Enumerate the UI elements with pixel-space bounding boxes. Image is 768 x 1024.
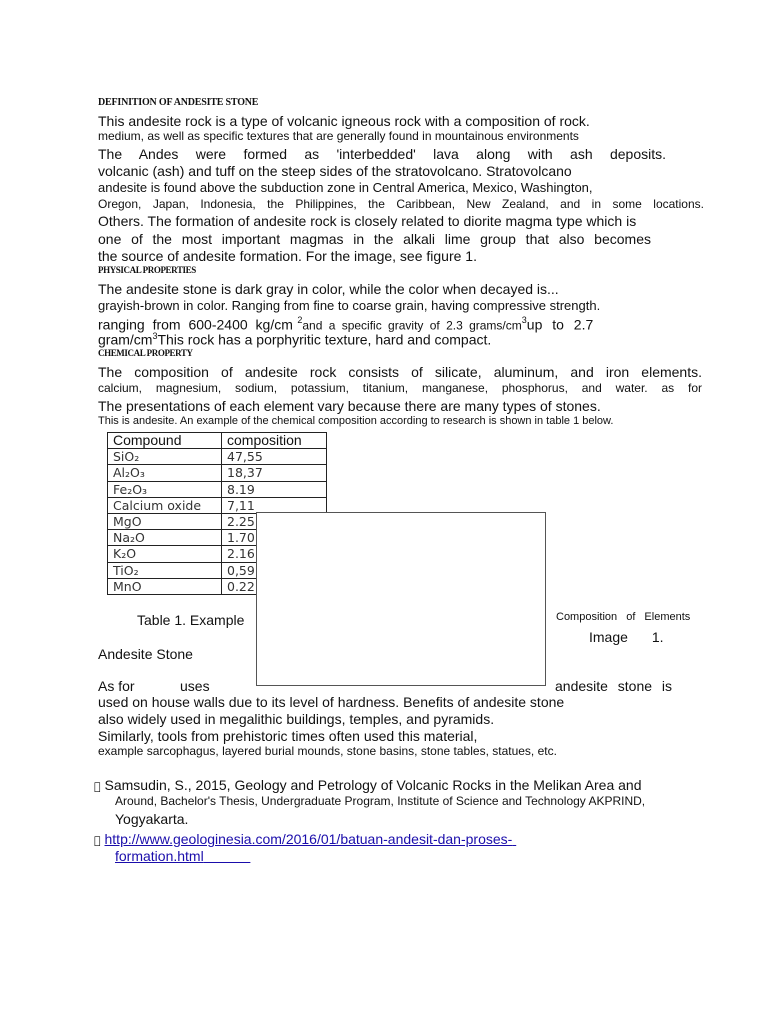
chemical-line: The composition of andesite rock consists of silicate, aluminum, and iron elements. [98, 364, 702, 380]
table-cell: SiO₂ [108, 449, 222, 465]
table-cell: 2.25 [222, 513, 327, 529]
table-row [108, 465, 327, 481]
reference-link-continuation[interactable]: formation.html [115, 848, 204, 864]
definition-line: medium, as well as specific textures that are generally found in mountainous environments [98, 129, 579, 143]
uses-line: As for [98, 678, 135, 694]
figure-1-image [256, 512, 546, 686]
table-cell: Al₂O₃ [108, 465, 222, 481]
table-cell: 0.22 [222, 578, 327, 594]
physical-heading: PHYSICAL PROPERTIES [98, 265, 196, 275]
definition-line: the source of andesite formation. For the image, see figure 1. [98, 248, 477, 264]
table-cell: Fe₂O₃ [108, 481, 222, 497]
chemical-line: This is andesite. An example of the chemical composition according to research is shown in table 1 below. [98, 415, 614, 427]
uses-line: andesite stone is [555, 678, 672, 694]
uses-line: also widely used in megalithic buildings, temples, and pyramids. [98, 711, 495, 727]
table-row [108, 481, 327, 497]
definition-heading: DEFINITION OF ANDESITE STONE [98, 97, 259, 108]
table-cell: 47,55 [222, 449, 327, 465]
reference-1: Samsudin, S., 2015, Geology and Petrology of Volcanic Rocks in the Melikan Area and [94, 777, 631, 793]
definition-line: andesite is found above the subduction zone in Central America, Mexico, Washington, [98, 180, 593, 195]
table-cell: 18,37 [222, 465, 327, 481]
chemical-line: The presentations of each element vary because there are many types of stones. [98, 398, 601, 414]
table-header-cell: Compound [108, 433, 222, 449]
table-caption: Table 1. Example [137, 612, 245, 628]
chemical-heading: CHEMICAL PROPERTY [98, 348, 193, 358]
reference-link[interactable]: http://www.geologinesia.com/2016/01/batuan-andesit-dan-proses- [94, 831, 502, 847]
table-row [108, 497, 327, 513]
bullet-icon [94, 780, 101, 793]
bullet-icon [94, 834, 101, 847]
table-header-cell: composition [222, 433, 327, 449]
andesite-stone-caption: Andesite Stone [98, 646, 193, 662]
table-cell: 8.19 [222, 481, 327, 497]
table-cell: TiO₂ [108, 562, 222, 578]
physical-line: ranging from 600-2400 kg/cm $^2$and a specific gravity of 2.3 grams/$cm^3up$ to 2.7 [98, 315, 594, 333]
uses-line: used on house walls due to its level of hardness. Benefits of andesite stone [98, 694, 565, 710]
definition-line: volcanic (ash) and tuff on the steep sides of the stratovolcano. Stratovolcano [98, 163, 572, 179]
figure-caption: Composition of Elements [556, 611, 691, 623]
physical-line: The andesite stone is dark gray in color, while the color when decayed is... [98, 281, 559, 297]
table-cell: Na₂O [108, 530, 222, 546]
reference-2-line [115, 848, 250, 864]
table-cell: MgO [108, 513, 222, 529]
table-header-row [108, 433, 327, 449]
physical-line: grayish-brown in color. Ranging from fine to coarse grain, having compressive strength. [98, 298, 601, 313]
definition-line: This andesite rock is a type of volcanic igneous rock with a composition of rock. [98, 113, 590, 129]
table-cell: 7,11 [222, 497, 327, 513]
reference-1-line: Yogyakarta. [115, 811, 189, 827]
uses-line: uses [180, 678, 210, 694]
table-cell: K₂O [108, 546, 222, 562]
table-cell: 0,59 [222, 562, 327, 578]
reference-2 [94, 831, 516, 847]
uses-line: example sarcophagus, layered burial mounds, stone basins, stone tables, statues, etc. [98, 744, 557, 758]
table-cell: Calcium oxide [108, 497, 222, 513]
chemical-line: calcium, magnesium, sodium, potassium, titanium, manganese, phosphorus, and water. as for [98, 381, 702, 395]
definition-line: Others. The formation of andesite rock is closely related to diorite magma type which is [98, 213, 637, 229]
table-cell: MnO [108, 578, 222, 594]
definition-line: The Andes were formed as 'interbedded' lava along with ash deposits. [98, 146, 666, 162]
reference-1-line: Around, Bachelor's Thesis, Undergraduate Program, Institute of Science and Technology AKPRIND, [115, 794, 646, 808]
definition-line: Oregon, Japan, Indonesia, the Philippines, the Caribbean, New Zealand, and in some locations. [98, 197, 704, 211]
table-row [108, 449, 327, 465]
figure-label: Image 1. [589, 629, 664, 645]
uses-line: Similarly, tools from prehistoric times often used this material, [98, 728, 478, 744]
table-cell: 1.70 [222, 530, 327, 546]
definition-line: one of the most important magmas in the alkali lime group that also becomes [98, 231, 651, 247]
physical-line: gram/$cm^3This$ rock has a porphyritic texture, hard and compact. [98, 331, 492, 348]
table-cell: 2.16 [222, 546, 327, 562]
